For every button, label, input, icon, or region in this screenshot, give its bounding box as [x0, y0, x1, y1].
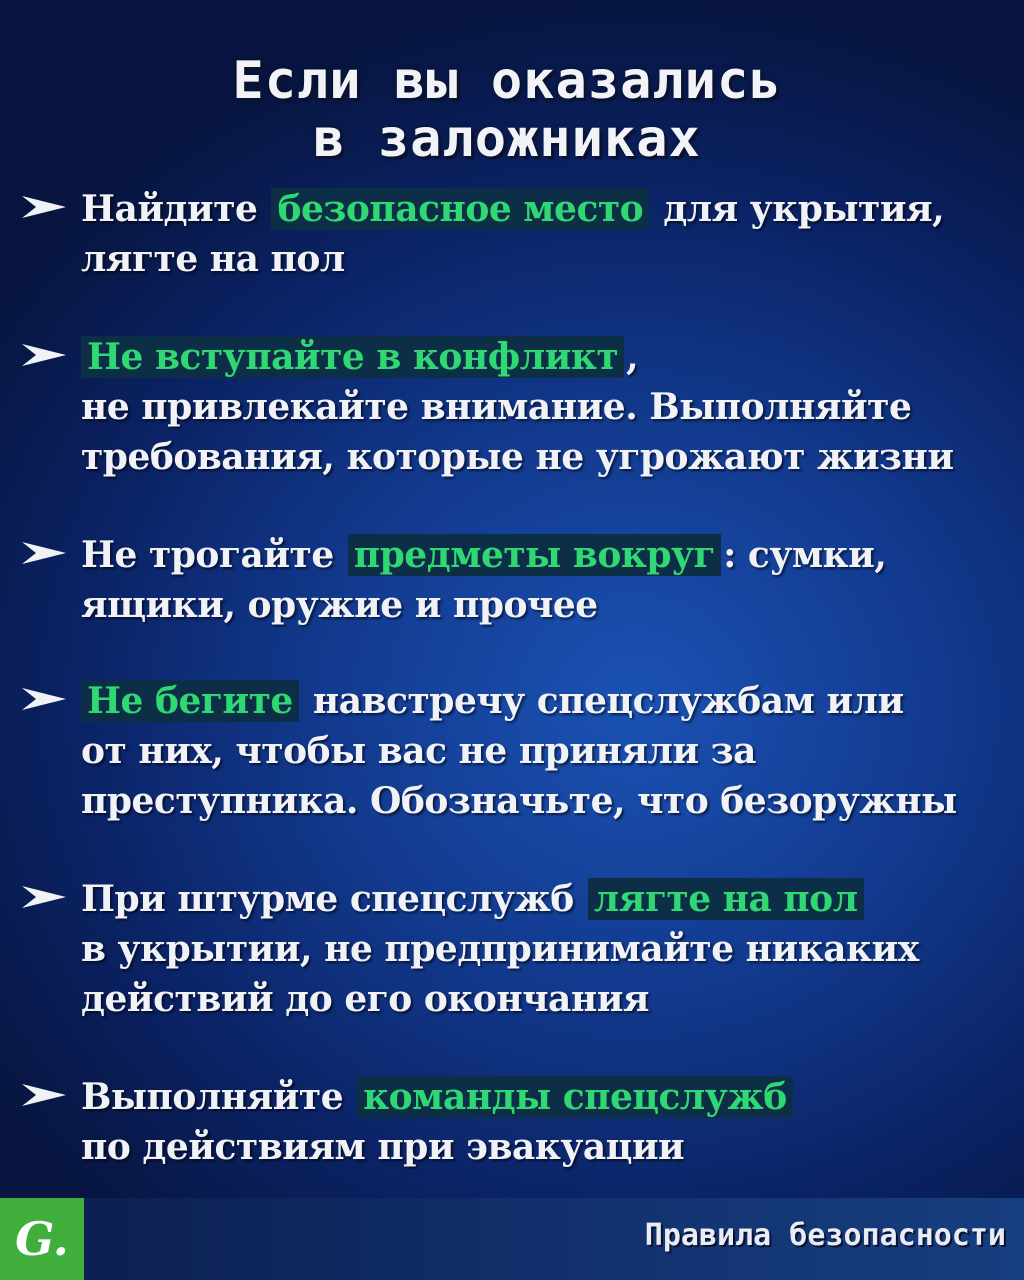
item-line: действий до его окончания — [81, 978, 650, 1020]
item-line: лягте на пол — [81, 238, 345, 280]
item-line: от них, чтобы вас не приняли за — [81, 730, 756, 772]
arrow-bullet-icon — [20, 686, 68, 712]
title-line-1: Если вы оказались — [232, 51, 782, 111]
arrow-bullet-icon — [20, 540, 68, 566]
logo-letter: G. — [15, 1212, 69, 1266]
item-line: ящики, оружие и прочее — [81, 584, 598, 626]
item-line: преступника. Обозначьте, что безоружны — [81, 780, 957, 822]
item-line: Найдите безопасное место для укрытия, — [81, 188, 945, 230]
highlight: безопасное место — [271, 188, 649, 230]
arrow-bullet-icon — [20, 342, 68, 368]
arrow-bullet-icon — [20, 1082, 68, 1108]
footer-title: Правила безопасности — [644, 1218, 1006, 1253]
item-line: Не трогайте предметы вокруг : сумки, — [81, 534, 887, 576]
item-line: не привлекайте внимание. Выполняйте — [81, 386, 912, 428]
highlight: Не бегите — [81, 680, 299, 722]
arrow-bullet-icon — [20, 884, 68, 910]
page-title — [0, 52, 1014, 168]
highlight: Не вступайте в конфликт — [81, 336, 624, 378]
item-line: Не вступайте в конфликт , — [81, 332, 954, 382]
item-line: требования, которые не угрожают жизни — [81, 436, 954, 478]
arrow-bullet-icon — [20, 194, 68, 220]
highlight: предметы вокруг — [348, 534, 721, 576]
highlight: лягте на пол — [588, 878, 864, 920]
highlight: команды спецслужб — [357, 1076, 793, 1118]
item-line: Выполняйте команды спецслужб — [81, 1072, 795, 1122]
item-line: в укрытии, не предпринимайте никаких — [81, 928, 919, 970]
footer-bar — [0, 1198, 1024, 1280]
item-line: по действиям при эвакуации — [81, 1126, 685, 1168]
item-line: Не бегите навстречу спецслужбам или — [81, 676, 957, 726]
title-line-2: в заложниках — [313, 109, 701, 169]
brand-logo-icon — [0, 1198, 84, 1280]
item-line: При штурме спецслужб лягте на пол — [81, 874, 919, 924]
